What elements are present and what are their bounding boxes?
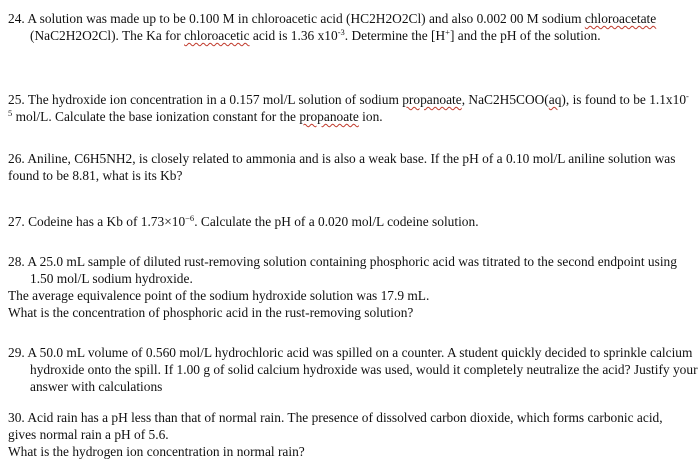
q24-exponent-ka: -3 bbox=[337, 27, 345, 37]
q25-text-a: 25. The hydroxide ion concentration in a 0.157 mol/L solution of sodium bbox=[8, 92, 403, 107]
q27-text-b: . Calculate the pH of a 0.020 mol/L codeine solution. bbox=[194, 214, 479, 229]
q30-line-1: 30. Acid rain has a pH less than that of normal rain. The presence of dissolved carbon dioxide, which forms carbonic acid, gives normal rain a pH of 5.6. bbox=[8, 410, 663, 442]
q25-text-c: ), is found to be 1.1x10 bbox=[561, 92, 687, 107]
question-25 bbox=[8, 91, 692, 125]
q28-line-2: The average equivalence point of the sodium hydroxide solution was 17.9 mL. bbox=[8, 288, 430, 303]
q28-line-3: What is the concentration of phosphoric acid in the rust-removing solution? bbox=[8, 305, 414, 320]
q24-underlined-chloroacetic: chloroacetic bbox=[184, 28, 250, 43]
q30-line-2: What is the hydrogen ion concentration in normal rain? bbox=[8, 444, 305, 459]
q25-underlined-propanoate: propanoate bbox=[402, 92, 462, 107]
q27-text-a: 27. Codeine has a Kb of 1.73×10 bbox=[8, 214, 186, 229]
q24-underlined-chloroacetate: chloroacetate bbox=[584, 11, 657, 26]
q28-line-1: 28. A 25.0 mL sample of diluted rust-removing solution containing phosphoric acid was titrated to the second endpoint using 1.50 mol/L sodium hydroxide. bbox=[8, 254, 677, 286]
question-30 bbox=[8, 409, 692, 460]
question-26: 26. Aniline, C6H5NH2, is closely related to ammonia and is also a weak base. If the pH of a 0.10 mol/L aniline solution was found to be 8.81, what is its Kb? bbox=[8, 151, 676, 183]
q24-text-c: acid is 1.36 x10 bbox=[249, 28, 338, 43]
q24-text-e: ] and the pH of the solution. bbox=[449, 28, 601, 43]
q27-exponent: −6 bbox=[185, 213, 195, 223]
question-24 bbox=[8, 10, 700, 44]
question-28 bbox=[8, 253, 692, 321]
q25-underlined-propanoate-2: propanoate bbox=[299, 109, 359, 124]
question-27 bbox=[8, 213, 692, 230]
q25-underlined-aq: aq bbox=[548, 92, 562, 107]
q25-text-b: , NaC2H5COO( bbox=[461, 92, 549, 107]
q24-text-a: 24. A solution was made up to be 0.100 M in chloroacetic acid (HC2H2O2Cl) and also 0.002 00 M sodium bbox=[8, 11, 585, 26]
q25-exponent: -5 bbox=[8, 91, 689, 118]
q25-text-d: mol/L. Calculate the base ionization constant for the bbox=[12, 109, 300, 124]
q24-text-b: (NaC2H2O2Cl). The Ka for bbox=[30, 28, 185, 43]
q24-exponent-h: + bbox=[445, 27, 450, 37]
q24-text-d: . Determine the [H bbox=[344, 28, 446, 43]
question-29: 29. A 50.0 mL volume of 0.560 mol/L hydrochloric acid was spilled on a counter. A student quickly decided to sprinkle calcium hydroxide onto the spill. If 1.00 g of solid calcium hydroxide was used, would it completely neutralize the acid? Justify your answer with calculations bbox=[8, 345, 698, 394]
q25-text-e: ion. bbox=[358, 109, 383, 124]
